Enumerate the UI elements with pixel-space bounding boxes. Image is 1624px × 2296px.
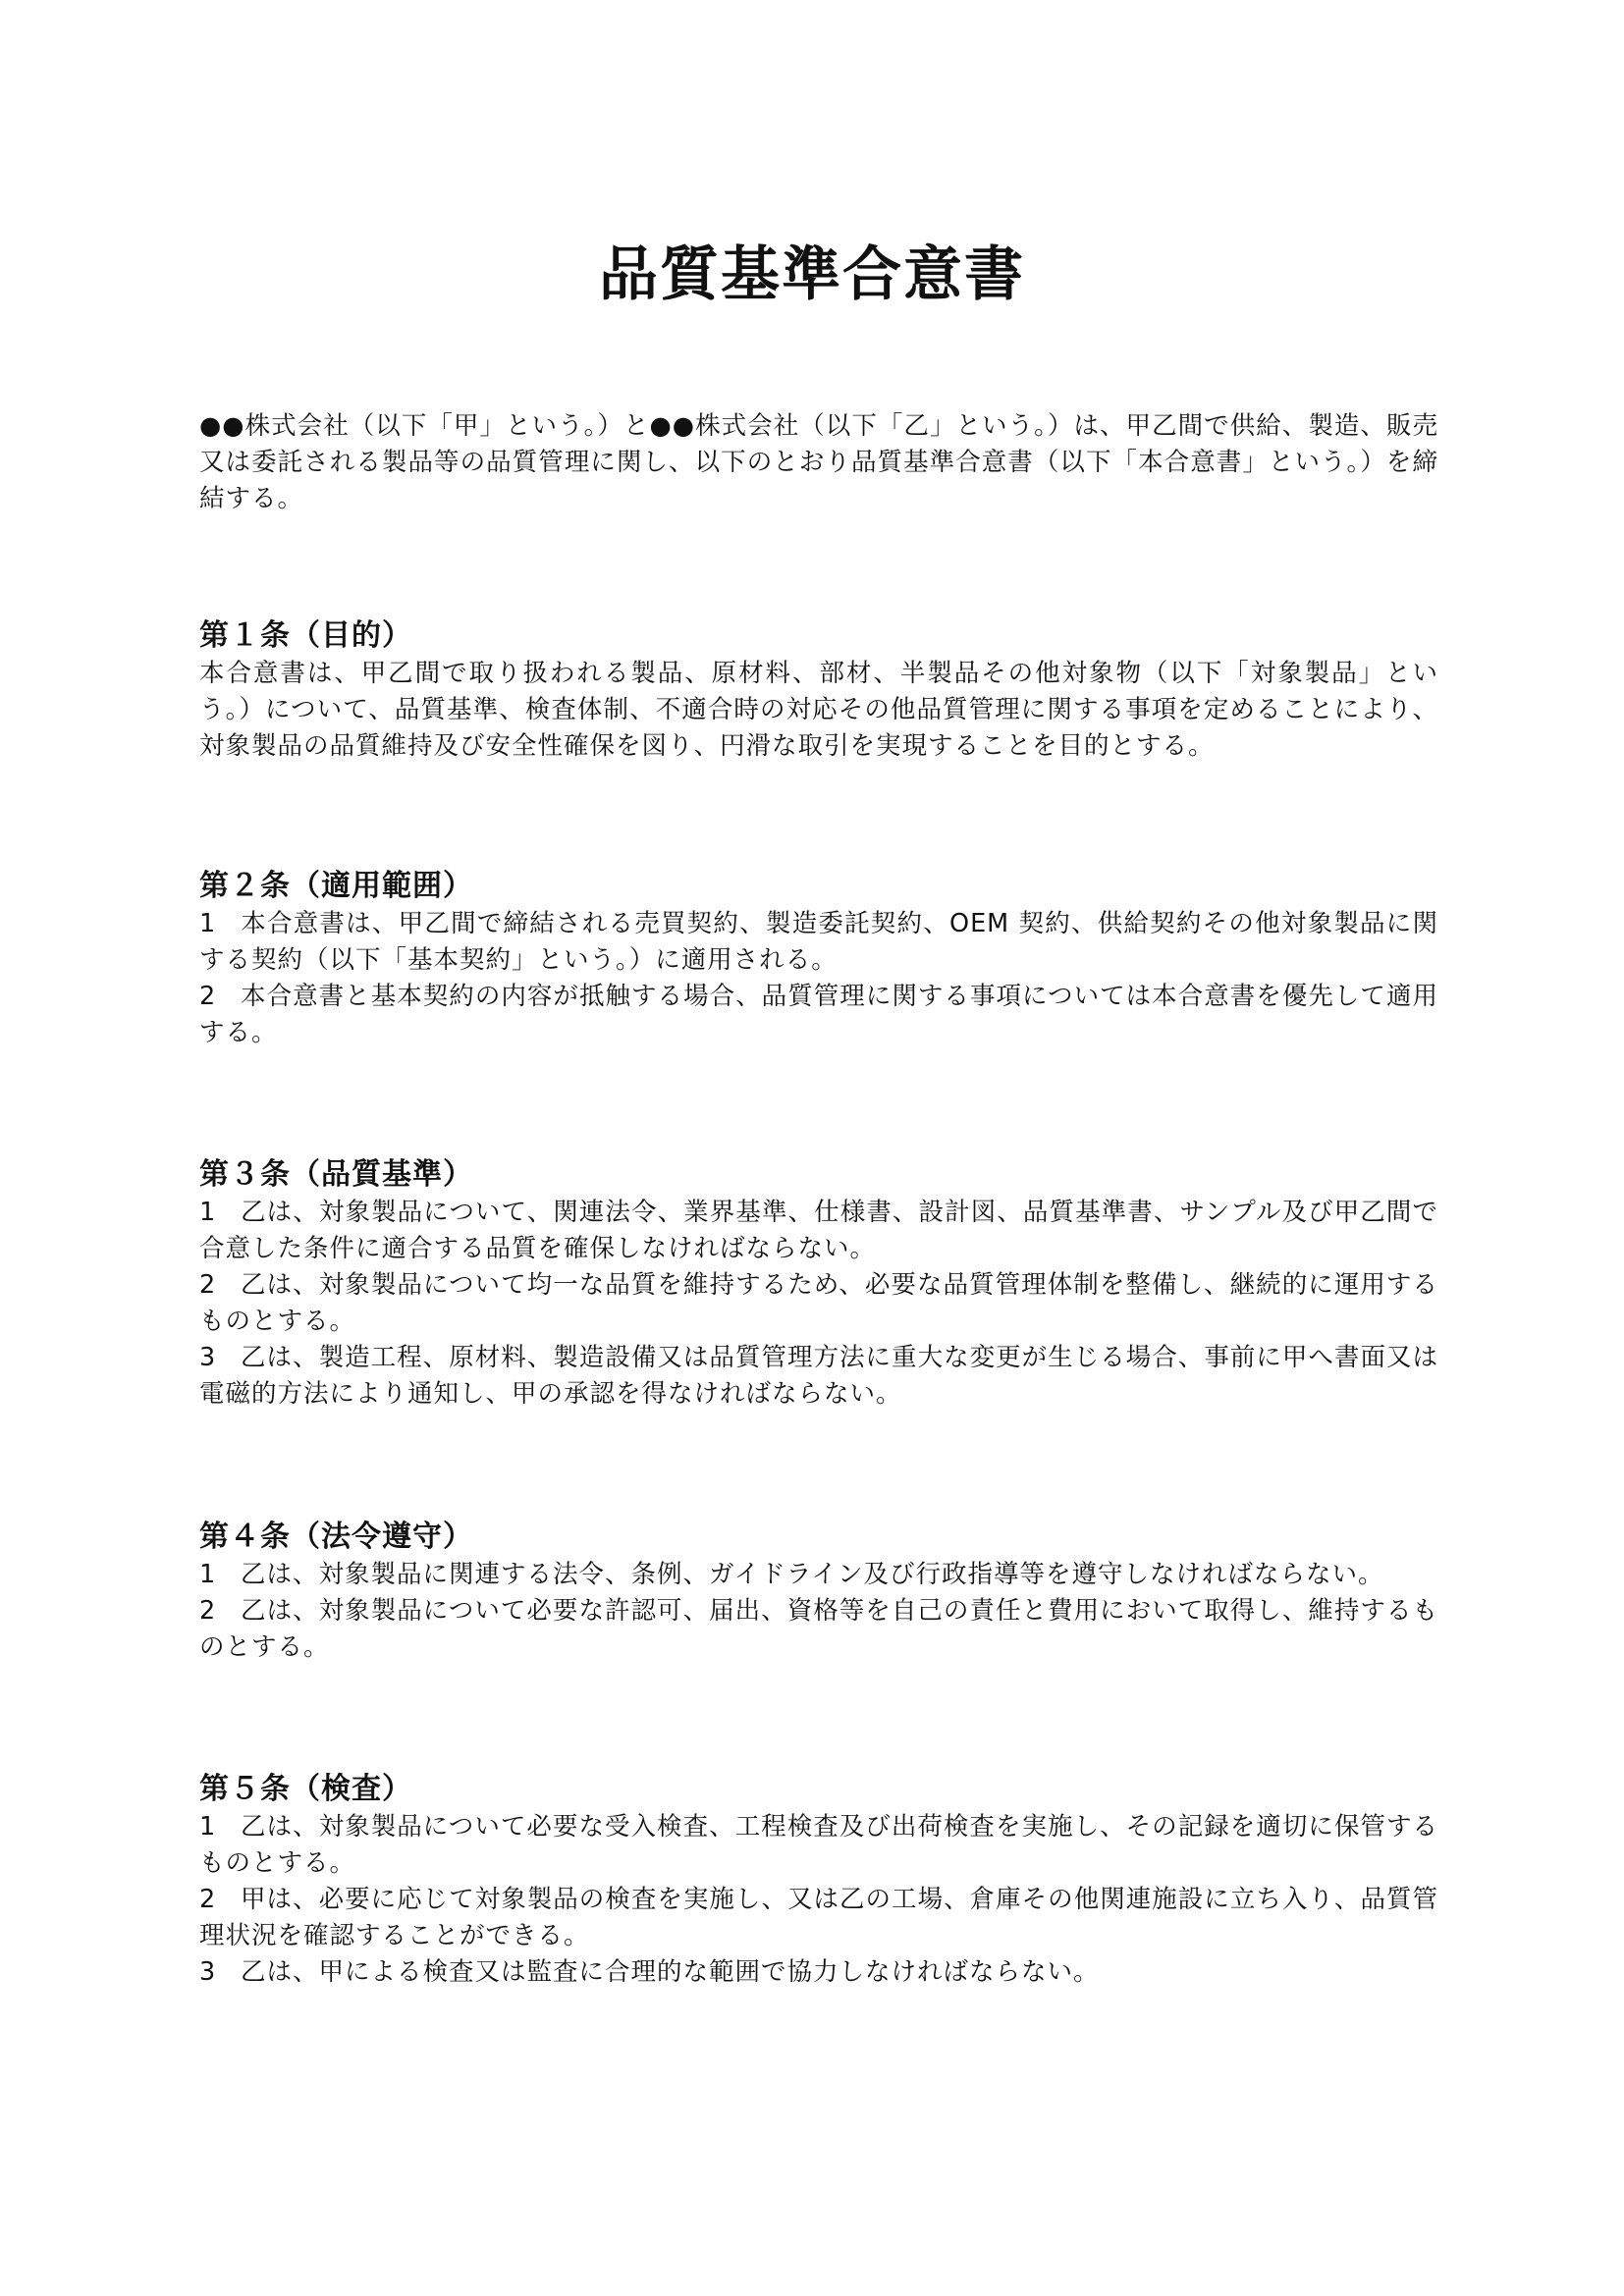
paragraph-text: 乙は、対象製品について、関連法令、業界基準、仕様書、設計図、品質基準書、サンプル及び甲乙間で合意した条件に適合する品質を確保しなければならない。 bbox=[199, 1198, 1438, 1263]
paragraph-number: 2 bbox=[199, 982, 217, 1011]
paragraph-text: 乙は、甲による検査又は監査に合理的な範囲で協力しなければならない。 bbox=[241, 1957, 1100, 1987]
paragraph-number: 1 bbox=[199, 1560, 217, 1589]
article-paragraph bbox=[199, 1557, 1438, 1593]
paragraph-number: 1 bbox=[199, 909, 217, 938]
article-paragraph bbox=[199, 979, 1438, 1051]
article-paragraph bbox=[199, 1340, 1438, 1413]
article-paragraph bbox=[199, 1195, 1438, 1267]
document-body bbox=[199, 408, 1438, 1991]
paragraph-number: 2 bbox=[199, 1270, 217, 1300]
article-heading: 第４条（法令遵守） bbox=[199, 1520, 473, 1554]
article-heading: 第５条（検査） bbox=[199, 1772, 412, 1806]
preamble: ●●株式会社（以下「甲」という。）と●●株式会社（以下「乙」という。）は、甲乙間で供給、製造、販売又は委託される製品等の品質管理に関し、以下のとおり品質基準合意書（以下「本合意書」という。）を締結する。 bbox=[199, 411, 1438, 513]
article-paragraph bbox=[199, 1809, 1438, 1882]
paragraph-text: 乙は、対象製品について必要な許認可、届出、資格等を自己の責任と費用において取得し、維持するものとする。 bbox=[199, 1596, 1438, 1662]
document-title: 品質基準合意書 bbox=[599, 240, 1025, 309]
article-paragraph: 本合意書は、甲乙間で取り扱われる製品、原材料、部材、半製品その他対象物（以下「対象製品」という。）について、品質基準、検査体制、不適合時の対応その他品質管理に関する事項を定めることにより、対象製品の品質維持及び安全性確保を図り、円滑な取引を実現することを目的とする。 bbox=[199, 659, 1438, 761]
article-heading: 第３条（品質基準） bbox=[199, 1157, 473, 1192]
article-paragraph bbox=[199, 1267, 1438, 1340]
article-1 bbox=[199, 616, 1438, 765]
paragraph-text: 乙は、対象製品について均一な品質を維持するため、必要な品質管理体制を整備し、継続的に運用するものとする。 bbox=[199, 1270, 1438, 1336]
paragraph-text: 本合意書は、甲乙間で締結される売買契約、製造委託契約、OEM 契約、供給契約その他対象製品に関する契約（以下「基本契約」という。）に適用される。 bbox=[199, 909, 1438, 975]
article-5 bbox=[199, 1770, 1438, 1991]
paragraph-text: 乙は、対象製品について必要な受入検査、工程検査及び出荷検査を実施し、その記録を適切に保管するものとする。 bbox=[199, 1812, 1438, 1878]
article-paragraph bbox=[199, 1593, 1438, 1666]
paragraph-number: 3 bbox=[199, 1957, 217, 1987]
paragraph-number: 3 bbox=[199, 1343, 217, 1372]
paragraph-text: 甲は、必要に応じて対象製品の検査を実施し、又は乙の工場、倉庫その他関連施設に立ち入り、品質管理状況を確認することができる。 bbox=[199, 1885, 1438, 1950]
article-paragraph bbox=[199, 1954, 1438, 1991]
paragraph-text: 乙は、対象製品に関連する法令、条例、ガイドライン及び行政指導等を遵守しなければならない。 bbox=[241, 1560, 1384, 1589]
paragraph-number: 1 bbox=[199, 1812, 217, 1842]
paragraph-number: 2 bbox=[199, 1885, 217, 1914]
article-3 bbox=[199, 1155, 1438, 1413]
article-2 bbox=[199, 867, 1438, 1051]
article-paragraph bbox=[199, 1882, 1438, 1954]
paragraph-number: 2 bbox=[199, 1596, 217, 1626]
article-heading: 第１条（目的） bbox=[199, 618, 412, 653]
article-4 bbox=[199, 1518, 1438, 1666]
article-paragraph bbox=[199, 906, 1438, 979]
paragraph-text: 本合意書と基本契約の内容が抵触する場合、品質管理に関する事項については本合意書を優先して適用する。 bbox=[199, 982, 1438, 1047]
paragraph-number: 1 bbox=[199, 1198, 217, 1227]
article-heading: 第２条（適用範囲） bbox=[199, 869, 473, 903]
paragraph-text: 乙は、製造工程、原材料、製造設備又は品質管理方法に重大な変更が生じる場合、事前に甲へ書面又は電磁的方法により通知し、甲の承認を得なければならない。 bbox=[199, 1343, 1438, 1409]
